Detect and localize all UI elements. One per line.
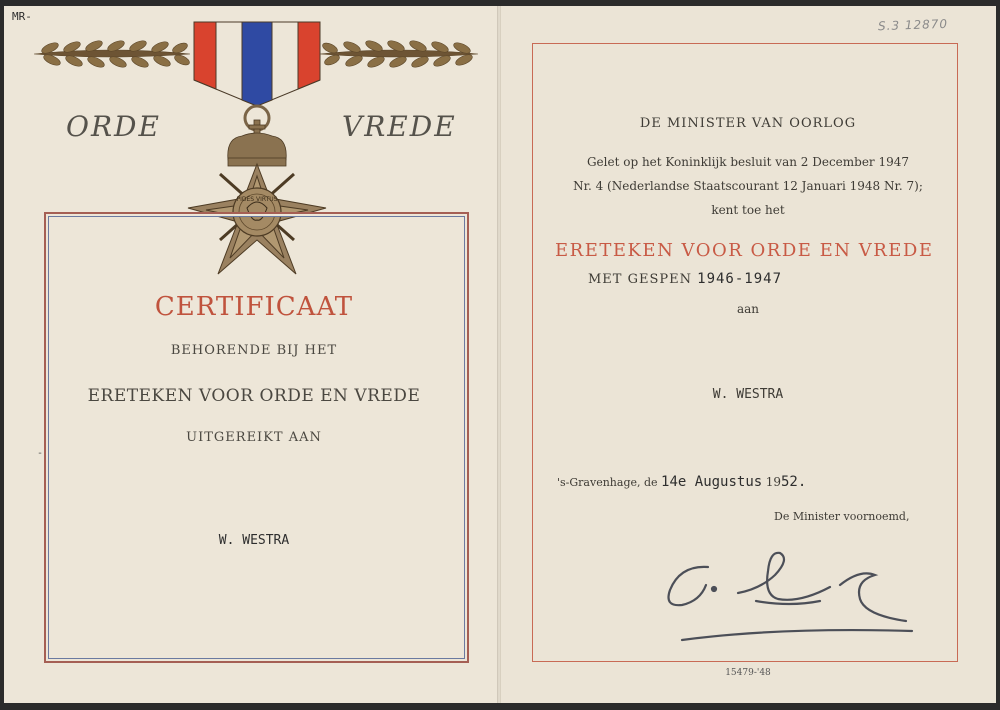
clasps-line bbox=[588, 271, 782, 287]
archive-mark: MR- bbox=[12, 10, 32, 23]
year-prefix: 19 bbox=[765, 475, 781, 489]
laurel-branch-left bbox=[34, 39, 191, 70]
ribbon bbox=[194, 22, 320, 106]
closing-line: De Minister voornoemd, bbox=[774, 510, 910, 523]
place-label: 's-Gravenhage, de bbox=[557, 476, 658, 489]
archive-note: S.3 12870 bbox=[877, 16, 949, 34]
laurel-branch-right bbox=[320, 39, 478, 70]
form-number: 15479-'48 bbox=[725, 668, 771, 678]
medal-inscription: PIDES VIRTUS bbox=[236, 196, 278, 203]
award-name-right: ERETEKEN VOOR ORDE EN VREDE bbox=[555, 240, 934, 261]
crown bbox=[228, 120, 286, 166]
margin-mark: - bbox=[37, 448, 44, 459]
certificate-subtitle: BEHORENDE BIJ HET bbox=[170, 343, 338, 358]
place-date-line bbox=[557, 474, 806, 490]
certificate-title: CERTIFICAAT bbox=[154, 292, 354, 322]
year-suffix: 52. bbox=[780, 474, 807, 490]
clasps-label: MET GESPEN bbox=[588, 272, 692, 287]
decree-line-3: kent toe het bbox=[711, 203, 785, 217]
motto-right: VREDE bbox=[342, 110, 457, 143]
minister-signature bbox=[660, 545, 930, 655]
decree-text bbox=[500, 150, 996, 222]
decree-line-1: Gelet op het Koninklijk besluit van 2 December 1947 bbox=[586, 155, 910, 169]
to-label: aan bbox=[736, 302, 760, 316]
issued-to-label: UITGEREIKT AAN bbox=[186, 430, 322, 445]
minister-heading: DE MINISTER VAN OORLOG bbox=[639, 116, 857, 131]
motto-left: ORDE bbox=[66, 110, 161, 143]
recipient-name-left: W. WESTRA bbox=[218, 533, 290, 548]
award-name-left: ERETEKEN VOOR ORDE EN VREDE bbox=[87, 386, 421, 406]
date-day-month: 14e Augustus bbox=[661, 474, 763, 490]
decree-line-2: Nr. 4 (Nederlandse Staatscourant 12 Januari 1948 Nr. 7); bbox=[573, 179, 923, 193]
recipient-name-right: W. WESTRA bbox=[712, 387, 784, 402]
clasps-years: 1946-1947 bbox=[697, 271, 782, 287]
